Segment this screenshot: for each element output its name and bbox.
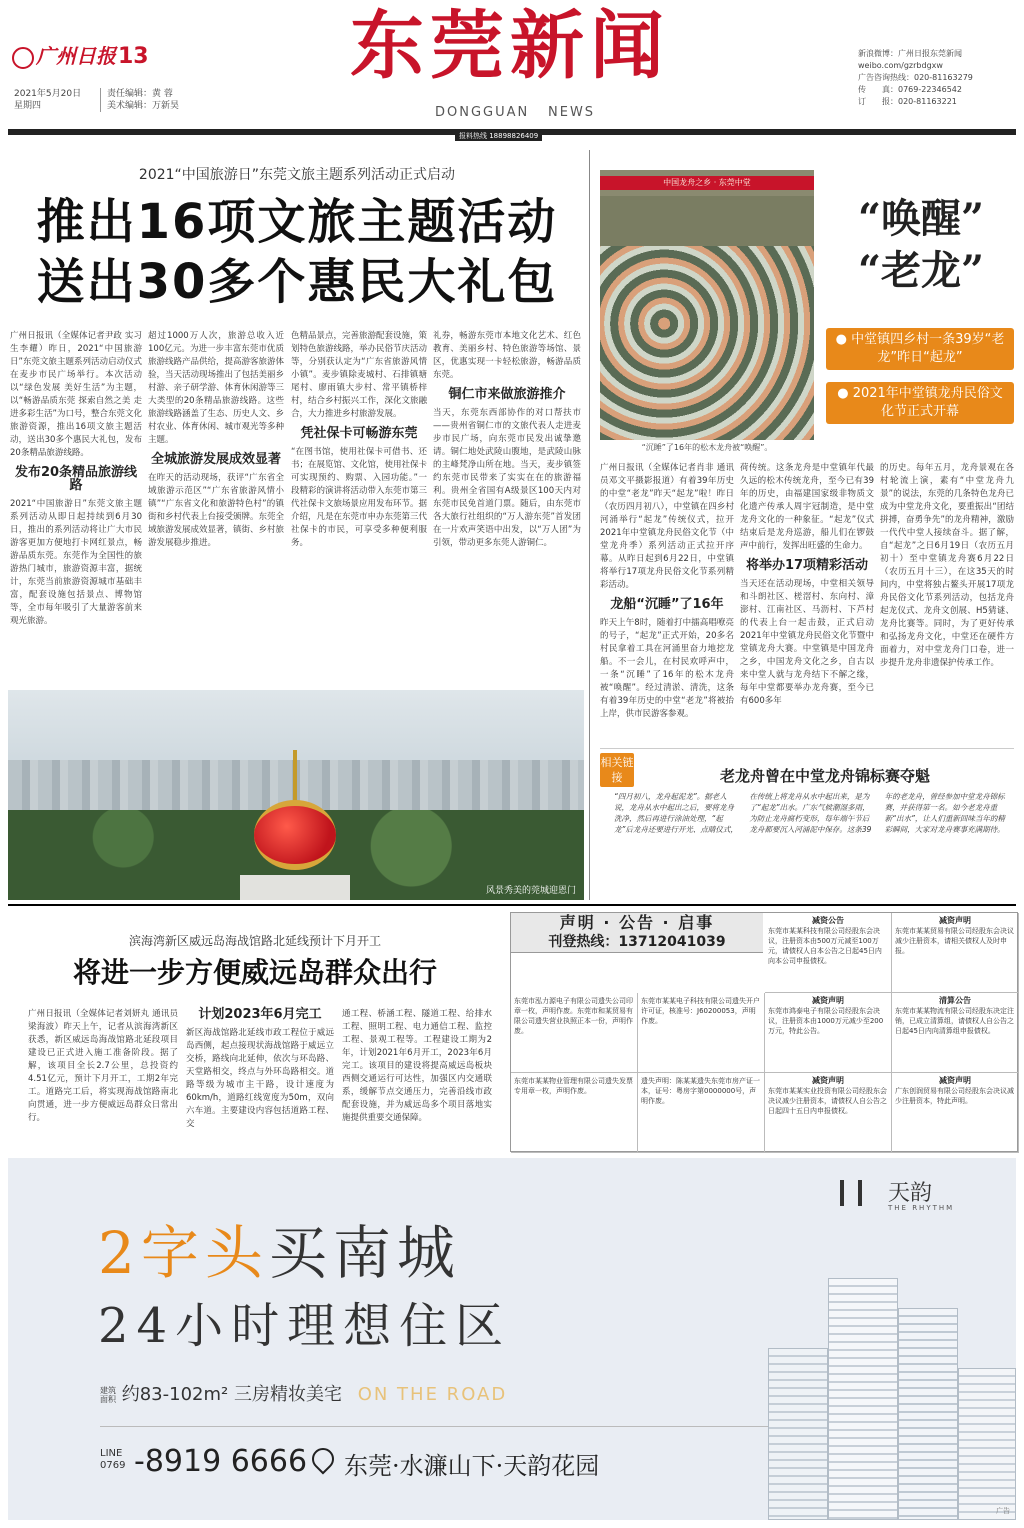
notice-item	[765, 993, 892, 1073]
ad-slogan: ON THE ROAD	[357, 1384, 508, 1405]
dragon-tag-1: ● 中堂镇四乡村一条39岁“老龙”昨日“起龙”	[826, 328, 1014, 370]
ad-line1	[98, 1220, 461, 1286]
notice-body: 东莞市某某实业投资有限公司经股东会决议减少注册资本，请债权人自公告之日起四十五日内申报债权。	[768, 1087, 887, 1115]
weiyuan-kicker: 滨海湾新区威远岛海战馆路北延线预计下月开工	[128, 934, 381, 948]
lead-col1b-text: 2021“中国旅游日”东莞文旅主题系列活动从即日起持续到6月30日，推出的系列活动将让广大市民游客更加方便地打卡网红景点，畅游品质东莞。东莞作为全国性的旅游热门城市，旅游资源丰富，据统计，东莞当前旅游资源城市基础丰富，配套设施包括景点、博物馆等，全市每年吸引了大量游客前来观光旅游。	[10, 499, 142, 626]
dragon-photo	[600, 170, 814, 440]
notice-item	[892, 993, 1019, 1073]
lead-section-2: 全城旅游发展成效显著	[150, 452, 281, 467]
masthead	[0, 0, 1024, 145]
notice-item	[511, 1073, 638, 1153]
building-2	[898, 1308, 958, 1520]
notice-body: 广东创润贸易有限公司经股东会决议减少注册资本，特此声明。	[895, 1087, 1014, 1105]
lead-col-2	[148, 330, 284, 550]
masthead-info	[858, 48, 973, 108]
notice-body: 遗失声明：陈某某遗失东莞市房产证一本，证号：粤房字第0000000号，声明作废。	[641, 1077, 760, 1105]
weiyuan-col-1	[28, 1008, 178, 1125]
weiyuan-col3-text: 通工程、桥涵工程、隧道工程、给排水工程、照明工程、电力通信工程、监控工程、景观工程等。工程建设工期为2年，计划2021年6月开工，2023年6月完工。该项目的建设将提高威远岛板块西侧交通运行可达性，加强区内交通联系，缓解节点交通压力，完善沿线市政配套设施，并为威远岛多个项目落地实施提供重要交通保障。	[342, 1009, 492, 1123]
info-subscribe: 订 报：020-81163221	[858, 97, 957, 106]
weiyuan-col2-text: 新区海战馆路北延线市政工程位于威远岛西侧，起点接现状海战馆路于威远立交桥，路线向北延伸，依次与环岛路、天堂路相交，终点与外环岛路相交。道路等级为城市主干路，设计速度为60km/h，道路红线宽度为50m，双向六车道。主要建设内容包括道路工程、交	[186, 1028, 334, 1129]
lead-story	[8, 150, 586, 900]
editor: 责任编辑：黄 蓉	[107, 89, 173, 99]
dragon-col-3	[880, 462, 1014, 670]
notice-item	[511, 993, 638, 1073]
weekday: 星期四	[14, 101, 42, 111]
notice-body: 东莞市某某科技有限公司经股东会决议，注册资本由500万元减至100万元，请债权人自本公告之日起45日内向本公司申报债权。	[768, 927, 882, 965]
page-number: 13	[118, 44, 149, 69]
ad-brand: 天韵	[888, 1181, 933, 1206]
info-weibo: 新浪微博：广州日报东莞新闻	[858, 49, 962, 58]
pavilion-base	[240, 875, 350, 900]
dragon-headline-1: “唤醒”	[857, 195, 984, 242]
column-divider	[589, 150, 590, 900]
notice-title: 减资声明	[939, 1076, 971, 1085]
ad-spec-text: 约83-102m² 三房精妆美宅	[121, 1384, 342, 1405]
editor-credits	[100, 88, 179, 112]
notice-body: 东莞市泓力源电子有限公司遗失公司印章一枚，声明作废。东莞市和某贸易有限公司遗失营业执照正本一份，声明作废。	[514, 997, 633, 1035]
notice-title: 减资公告	[812, 916, 844, 925]
notice-body: 东莞市某某贸易有限公司经股东会决议减少注册资本，请相关债权人及时申报。	[895, 927, 1014, 955]
lead-kicker: 2021“中国旅游日”东莞文旅主题系列活动正式启动	[138, 167, 456, 183]
ad-prefix-top: LINE	[100, 1448, 123, 1459]
notice-body: 东莞市鸿泰电子有限公司经股东会决议，注册资本由1000万元减少至200万元，特此公告。	[768, 1007, 884, 1035]
notice-title: 减资声明	[939, 916, 971, 925]
weiyuan-section-1: 计划2023年6月完工	[198, 1007, 322, 1022]
building-3	[768, 1348, 828, 1520]
ad-line1-dark: 买南城	[268, 1219, 461, 1287]
info-url: weibo.com/gzrbdgxw	[858, 61, 943, 70]
dragon-headline-2: “老龙”	[857, 247, 984, 294]
dragon-col3-text: 的历史。每年五月，龙舟景观在各村轮流上演，素有“中堂龙舟九景”的说法，东莞的几条特色龙舟已成为中堂龙舟文化，要重振出“团结拼搏，奋勇争先”的龙舟精神，激励一代代中堂人接续奋斗。据了解，自“起龙”之日6月19日（农历五月初十）至中堂镇龙舟赛6月22日（农历五月十三），在这35天的时间内，中堂将独占鳌头开展17项龙舟民俗文化节系列活动，包括龙舟起龙仪式、龙舟文创展、H5猜谜、龙舟比赛等。同时，为了更好传承和弘扬龙舟文化，中堂还在硬件方面着力，对中堂龙舟门口卷，进一步提升龙舟非遗保护传承工作。	[880, 463, 1014, 668]
notice-item	[765, 913, 892, 993]
masthead-sub-left: DONGGUAN	[435, 105, 530, 120]
notice-title: 清算公告	[939, 996, 971, 1005]
notice-item	[765, 1073, 892, 1153]
paper-logo-icon	[12, 47, 34, 69]
river-shape	[600, 196, 814, 246]
paper-logo: 广州日报	[12, 40, 116, 69]
weiyuan-headline: 将进一步方便威远岛群众出行	[72, 956, 437, 989]
notice-item	[638, 993, 765, 1073]
notice-body: 东莞市某某物流有限公司经股东决定注销，已成立清算组，请债权人自公告之日起45日内向清算组申报债权。	[895, 1007, 1014, 1035]
related-title: 老龙舟曾在中堂龙舟锦标赛夺魁	[719, 767, 930, 785]
notices-grid	[511, 913, 1019, 1153]
weiyuan-story	[8, 912, 502, 1152]
notices-block	[510, 912, 1018, 1152]
lead-photo	[8, 690, 584, 900]
lead-col1-text: 广州日报讯（全媒体记者尹政 实习生李耀）昨日，2021“中国旅游日”东莞文旅主题系列活动启动仪式在麦步市民广场举行。本次活动以“绿色发展 美好生活”为主题，以“畅游品质东莞 探索自然之美 走进多彩生活”为口号，整合东莞文化旅游资源，推出16项文旅主题活动，送出30多个惠民大礼包，发布20条精品旅游线路。	[10, 331, 142, 458]
notices-title: 声明 · 公告 · 启事	[559, 913, 715, 932]
dragon-story	[596, 150, 1018, 900]
building-4	[958, 1368, 1016, 1520]
weiyuan-col-3	[342, 1008, 492, 1125]
masthead-title: 东莞新闻	[350, 3, 670, 89]
ad-prefix-bottom: 0769	[100, 1460, 126, 1471]
ad-brand-logo-icon	[840, 1180, 862, 1206]
related-body: “四月初八，龙舟起泥龙”。据老人说，龙舟从水中起出之后，要将龙身洗净，然后再进行涂油处理，“起龙”后龙舟还要进行开光、点睛仪式，在传统上将龙舟从水中起出来，是为了“起龙”出水。广东气候潮湿多雨，为防止龙舟腐朽变形，每年端午节后龙舟都要沉入河涌泥中保存。这条39年的老龙舟，曾经参加中堂龙舟锦标赛，并获得第一名。如今老龙舟重新“出水”，让人们重新回味当年的精彩瞬间，大家对龙舟赛事充满期待。	[614, 792, 1005, 834]
hotline: 报料热线 18898826409	[455, 131, 542, 141]
related-tag: 相关链接	[600, 753, 634, 787]
lead-col3-text: 色精品景点，完善旅游配套设施，策划特色旅游线路，举办民俗节庆活动等，分别获认定为“广东省旅游风情小镇”。麦步镇除麦城村、石排镇塘尾村、廖雨镇大步村、常平镇桥梓村，结合乡村振兴工作，深化文旅融合，大力推进乡村旅游发展。	[291, 331, 428, 419]
ad-phone-prefix	[100, 1448, 125, 1472]
notice-body: 东莞市某某物业管理有限公司遗失发票专用章一枚，声明作废。	[514, 1077, 633, 1095]
dragon-col1b-text: 昨天上午8时，随着打中擂高唱嘹亮的号子，“起龙”正式开始，20多名村民拿着工具在河涌里奋力地挖龙船。不一会儿，在村民欢呼声中，一条“沉睡”了16年的松木龙舟被“唤醒”。经过清淤、清洗，这条有着39年历史的中堂“老龙”将被抬上岸，供市民游客参观。	[600, 618, 734, 719]
lead-section-3: 凭社保卡可畅游东莞	[300, 426, 418, 441]
dragon-col2-text: 荷传统。这条龙舟是中堂镇年代最久远的松木传统龙舟，至今已有39年的历史，由福建国家级非物质文化遗产传承人周宇冠制造，是中堂龙舟文化的一种象征。“起龙”仪式结束后是龙舟巡游，船儿们在锣鼓声中前行，发挥出旺盛的生命力。	[740, 463, 874, 551]
notice-item	[638, 1073, 765, 1153]
ad-spec	[100, 1380, 507, 1406]
dragon-col-2	[740, 462, 874, 708]
notice-title: 减资声明	[812, 1076, 844, 1085]
lead-headline-1: 推出16项文旅主题活动	[36, 194, 558, 250]
lead-headline-2: 送出30多个惠民大礼包	[36, 254, 558, 310]
dragon-col-1	[600, 462, 734, 721]
info-ad-line: 广告咨询热线：020-81163279	[858, 73, 973, 82]
notice-item	[892, 1073, 1019, 1153]
ad-brand-en: THE RHYTHM	[888, 1204, 955, 1212]
lead-col-4	[433, 330, 581, 550]
section-rule	[8, 904, 1016, 906]
lantern-icon	[254, 800, 336, 870]
ad-phone: -8919 6666	[134, 1444, 308, 1479]
lead-col4-text: 礼券，畅游东莞市本地文化艺术、红色教育、美丽乡村、特色旅游等场馆、景区，优惠实现一卡轻松旅游，畅游品质东莞。	[433, 331, 581, 380]
dragon-section-1: 龙船“沉睡”了16年	[610, 597, 724, 612]
weiyuan-col-2	[186, 1008, 334, 1131]
weiyuan-col1-text: 广州日报讯（全媒体记者刘妍丸 通讯员梁海波）昨天上午，记者从滨海湾新区获悉，新区威远岛海战馆路北延段项目建设已正式进入施工准备阶段。据了解，该项目全长2.7公里，总投资约4.51亿元，预计下月开工，工期2年完工。道路完工后，将实现海战馆路南北向贯通，进一步方便威远岛群众日常出行。	[28, 1009, 178, 1123]
related-box	[600, 748, 1014, 896]
issue-date	[14, 88, 81, 112]
building-1	[828, 1278, 898, 1520]
ad-line1-orange: 2字头	[98, 1219, 269, 1287]
dragon-photo-caption: “沉睡”了16年的松木龙舟被“唤醒”。	[641, 443, 773, 452]
dragon-section-2: 将举办17项精彩活动	[745, 558, 869, 573]
location-pin-icon	[307, 1443, 338, 1474]
lead-col2-text: 超过1000万人次，旅游总收入近100亿元。为进一步丰富东莞市优质旅游线路产品供给，提高游客旅游体验，当天活动现场推出了包括美丽乡村游、亲子研学游、体育休闲游等三大类型的20条精品旅游线路。这些旅游线路涵盖了生态、历史人文、乡村农业、体育休闲、城市观光等多种主题。	[148, 331, 285, 445]
art-editor: 美术编辑：万新昊	[107, 101, 180, 111]
dragon-col1-text: 广州日报讯（全媒体记者肖非 通讯员邓文平摄影报道）有着39年历史的中堂“老龙”昨天“起龙”啦！昨日（农历四月初八），中堂镇在四乡村河涌举行“起龙”传统仪式，拉开2021年中堂镇龙舟民俗文化节（中堂龙舟季）系列活动正式拉开序幕。从昨日起到6月22日，中堂镇将举行17项龙舟民俗文化节系列精彩活动。	[600, 463, 734, 590]
date: 2021年5月20日	[14, 89, 82, 99]
lead-photo-caption: 风景秀美的莞城迎恩门	[485, 886, 576, 896]
ad-tag: 广告	[996, 1507, 1010, 1515]
masthead-sub-right: NEWS	[548, 105, 596, 120]
ad-spec-label: 建筑面积	[100, 1386, 116, 1404]
lead-section-4: 铜仁市来做旅游推介	[448, 387, 566, 402]
dragon-tag-2: ● 2021年中堂镇龙舟民俗文化节正式开幕	[826, 382, 1014, 424]
lead-col-3	[291, 330, 427, 550]
notice-title: 减资声明	[812, 996, 844, 1005]
ad-divider	[100, 1426, 790, 1427]
notice-body: 东莞市某某电子科技有限公司遗失开户许可证，核准号：J60200053，声明作废。	[641, 997, 760, 1025]
ad-block	[8, 1158, 1016, 1520]
ad-address: 东莞·水濂山下·天韵花园	[344, 1452, 600, 1480]
ad-line2: 24小时理想住区	[98, 1298, 512, 1354]
notice-item	[892, 913, 1019, 993]
dragon-banner: 中国龙舟之乡 · 东莞中堂	[600, 176, 814, 190]
lead-col3b-text: “在图书馆，使用社保卡可借书、还书；在展览馆、文化馆，使用社保卡可实现预约、购票、入园功能。”一段精彩的演讲将活动带入东莞市第三代社保卡文旅场景应用发布环节。据介绍，凡是在东莞市申办东莞第三代社保卡的市民，可享受多种便利服务。	[291, 447, 428, 548]
dragon-col2b-text: 当天还在活动现场，中堂相关领导和斗朗社区、槎滘村、东向村、漳澎村、江南社区、马沥村、下芦村的代表上台一起击鼓，正式启动2021年中堂镇龙舟民俗文化节暨中堂镇龙舟大赛。中堂镇是中国龙舟之乡，中国龙舟文化之乡，自古以来中堂人就与龙舟结下不解之缘，每年中堂都要举办龙舟赛，至今已有600多年	[740, 579, 874, 706]
lead-col4b-text: 当天，东莞东西部协作的对口帮扶市——贵州省铜仁市的文旅代表人走进麦步市民广场，向东莞市民发出诚挚邀请。铜仁地处武陵山腹地，是武陵山脉的主峰梵净山所在地。当天，麦步镇签约东莞市民带来了实实在在的旅游福利。贵州全省国有A级景区100天内对东莞市民免首道门票。随后，由东莞市各大旅行社组织的“万人游东莞”首发团在一片欢声笑语中出发，以“万人团”为引领，带动更多东莞人游铜仁。	[433, 408, 581, 548]
notices-hotline: 刊登热线：13712041039	[548, 934, 726, 950]
lead-section-1: 发布20条精品旅游线路	[14, 465, 138, 493]
building-graphic	[748, 1268, 1016, 1520]
crowd-shape	[600, 246, 814, 440]
lead-col2b-text: 在昨天的活动现场，获评“广东省全域旅游示范区”“广东省旅游风情小镇”“广东省文化和旅游特色村”的镇街和乡村代表上台接受颁牌。东莞全域旅游发展成效显著，镇街、乡村旅游发展稳步推进。	[148, 473, 285, 548]
info-fax: 传 真：0769-22346542	[858, 85, 962, 94]
lead-col-1	[10, 330, 142, 628]
